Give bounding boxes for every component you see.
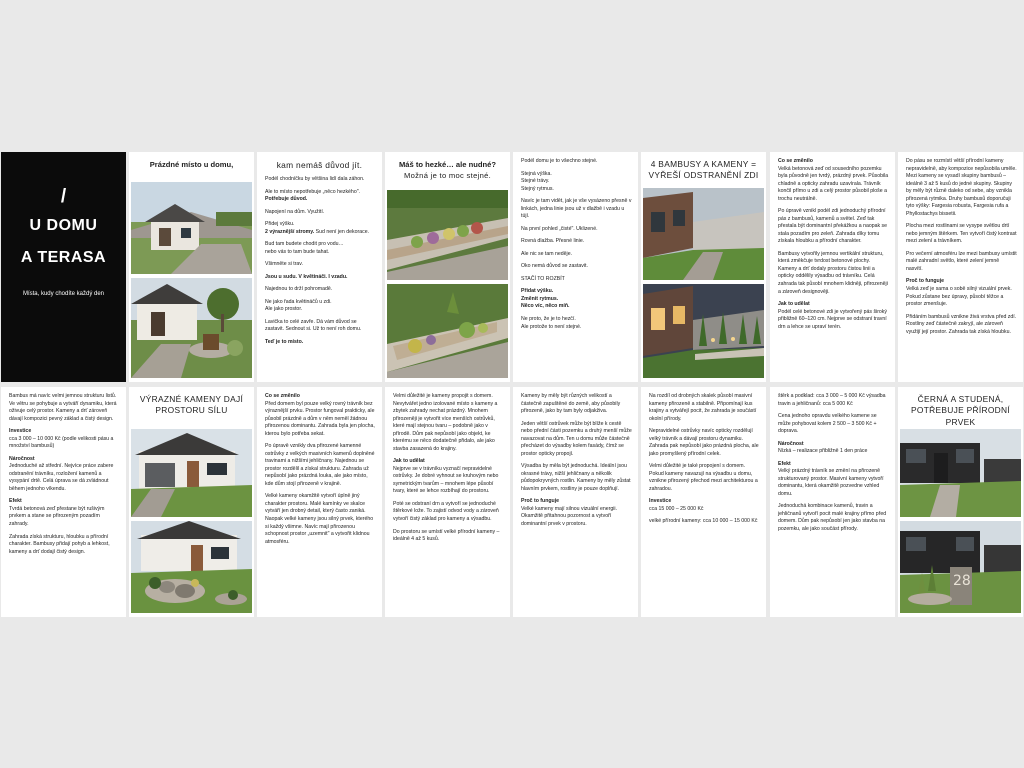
text-line: Oko nemá důvod se zastavit.: [521, 263, 588, 270]
paragraph: velké přírodní kameny: cca 10 000 – 15 000 Kč: [649, 518, 758, 525]
paragraph: Přidáním bambusů vznikne živá vrstva před zdí. Rostliny zeď částečně zakryjí, ale zároveň využijí její prostor. Zahrada tak získá hloubku.: [906, 313, 1017, 335]
paragraph: Podél celé betonové zdi je vytvořený pás široký přibližně 60–120 cm. Nejprve se odstraní travní drn a lehce se upraví terén.: [778, 308, 887, 330]
text-line-bold: Něco víc, něco míň.: [521, 303, 570, 310]
page-same: [513, 152, 638, 382]
text-line: Přidej výšku.: [265, 221, 295, 228]
page-bamboo-text-2: [898, 152, 1023, 382]
text-line-bold: Jsou u sudu. V květináči. I vzadu.: [265, 273, 348, 280]
text-line: Ne proto, že je to hezčí.: [521, 315, 576, 322]
text-line: Napojení na dům. Využití.: [265, 208, 325, 215]
page-title: Prázdné místo u domu,: [149, 160, 234, 169]
paragraph: štěrk a podklad: cca 3 000 – 5 000 Kč výsadba travin a jehličnanů: cca 5 000 Kč: [778, 393, 886, 407]
section-heading: Proč to funguje: [521, 498, 560, 505]
text-line: Ale jako prostor.: [265, 306, 303, 313]
page-text: [906, 158, 1017, 341]
paragraph: Na rozdíl od drobných skalek působí masivní kameny přirozeně a stabilně. Připomínají kus krajiny a vytvářejí pocit, že zahrada je součástí okolní přírody.: [649, 393, 757, 422]
paragraph: Před domem byl pouze velký rovný trávník bez výraznější prvku. Prostor fungoval prakticky, ale působil prázdně a dům v něm neměl žádnou přirozenou dominantu. Zahrada byla jen plocha, kterou bylo potřeba sekat.: [265, 400, 375, 437]
page-text: [521, 158, 632, 336]
photo-bed-after: [387, 284, 508, 378]
text-line: Bud tam budete chodit pro vodu…: [265, 241, 344, 248]
text-line: Stejné trávy.: [521, 178, 550, 185]
section-heading: Co se změnilo: [265, 393, 300, 399]
page-text: [649, 393, 760, 531]
paragraph: Velká betonová zeď od sousedního pozemku byla původně jen tvrdý, prázdný prvek. Působila chladně a opticky zahradu uzavírala. Trávník končil přímo u zdi a celý prostor působil ploše a trochu neutrálně.: [778, 165, 889, 202]
paragraph: Nízká – realizace přibližně 1 den práce: [778, 448, 868, 455]
text-line: Rovná dlažba. Přesné linie.: [521, 238, 585, 245]
paragraph: cca 15 000 – 25 000 Kč: [649, 505, 704, 512]
page-title: ČERNÁ A STUDENÁ, POTŘEBUJE PŘÍRODNÍ PRVEK: [911, 394, 1010, 427]
paragraph: Zahrada získá strukturu, hloubku a přírodní charakter. Bambusy přidají pohyb a lehkost, kameny a drť dodají čistý design.: [9, 533, 110, 555]
paragraph: cca 3 000 – 10 000 Kč (podle velikosti pásu a množství bambusů): [9, 435, 114, 450]
text-line: Na první pohled „čisté". Uklizené.: [521, 225, 598, 232]
house-number: 28: [953, 573, 971, 589]
page-black-title: [898, 387, 1023, 617]
page-title: 4 BAMBUSY A KAMENY = VYŘEŠÍ ODSTRANĚNÍ ZDI: [648, 159, 759, 181]
paragraph: Velký prázdný trávník se změní na přirozeně strukturovaný prostor. Masivní kameny vytvoří dominantu, která okamžitě pozvedne vzhled domu.: [778, 468, 884, 497]
paragraph: Plocha mezi rostlinami se vysype světlou drtí nebo jemným štěrkem. Ten vytvoří čistý kontrast mezi zelení a trávníkem.: [906, 223, 1017, 245]
text-line: Ale to místo nepotřebuje „něco hezkého".: [265, 188, 360, 195]
paragraph: Kameny by měly být různých velikostí a částečně zapuštěné do země, aby působily přirozeně, jako by tam byly odjakživa.: [521, 393, 621, 415]
paragraph: Velká zeď je sama o sobě silný vizuální prvek. Pokud zůstane bez úpravy, působí těžce a prostor zmenšuje.: [906, 285, 1012, 308]
section-heading: Proč to funguje: [906, 278, 945, 285]
text-line-bold: Změnit rytmus.: [521, 295, 559, 302]
cover-slash: /: [60, 186, 67, 207]
paragraph: Jeden větší ostrůvek může být blíže k cestě nebo přední části pozemku a druhý menší může navazovat na dům. Ten u domu může částečně přecházet do výsadby kolem fasády, čímž se prostor opticky propojí.: [521, 420, 632, 457]
page-stones-title: [129, 387, 254, 617]
photo-house-before: [131, 182, 252, 274]
paragraph: Do prostoru se umístí velké přírodní kameny – ideálně 4 až 5 kusů.: [393, 528, 500, 543]
page-text: [9, 393, 120, 561]
text-line: Ale nic se tam neděje.: [521, 250, 573, 257]
text-line-bold: 2 výraznější stromy.: [265, 228, 315, 235]
section-heading: Investice: [9, 428, 32, 435]
paragraph: Velké kameny okamžitě vytvoří úplně jiný charakter prostoru. Malé kamínky ve skalce vytváří jen drobný detail, který často zaniká. Naopak velké kameny jsou silný prvek, kterého si každý všimne. Navíc mají přirozenou schopnost prostor „uzemnit" a vytvořit klidnou atmosféru.: [265, 493, 374, 545]
page-stones-text-1: [257, 387, 382, 617]
page-boring: [385, 152, 510, 382]
text-line: Stejná výška.: [521, 170, 552, 177]
text-line-bold: Potřebuje důvod.: [265, 196, 308, 203]
text-line: STAČÍ TO ROZBÍT: [521, 275, 565, 282]
page-title: Možná je to moc stejné.: [403, 171, 492, 180]
paragraph: Cena jednoho opravdu velkého kamene se může pohybovat kolem 2 500 – 3 500 Kč + doprava.: [778, 413, 877, 435]
section-heading: Jak to udělat: [778, 301, 810, 308]
cover-subtitle: Místa, kudy chodíte každý den: [22, 291, 105, 297]
section-heading: Co se změnilo: [778, 158, 813, 164]
paragraph: Jednoduchá kombinace kamenů, travin a jehličnanů vytvoří pocit malé krajiny přímo před domem. Dům pak nepůsobí jen jako stavba na pozemku, ale jako součást přírody.: [778, 503, 887, 532]
page-stones-text-2: [385, 387, 510, 617]
paragraph: Tvrdá betonová zeď přestane být rušivým prvkem a stane se přirozeným pozadím zahrady.: [9, 505, 105, 527]
page-stones-text-5: [770, 387, 895, 617]
paragraph: Pro večerní atmosféru lze mezi bambusy umístit malé zahradní světlo, které zelení jemně nasvítí.: [906, 250, 1017, 272]
section-heading: Jak to udělat: [393, 458, 425, 465]
page-title: VÝRAZNÉ KAMENY DAJÍ PROSTORU SÍLU: [139, 394, 244, 416]
paragraph: Výsadba by měla být jednoduchá. Ideální jsou okrasné trávy, nižší jehličnany a několik půdopokryvných rostlin. Kameny by měly zůstat hlavním prvkem, rostliny je pouze doplňují.: [521, 463, 631, 492]
photo-lawn-after: [131, 521, 252, 613]
paragraph: Velmi důležité je také propojení s domem. Pokud kameny navazují na výsadbu u domu, vznikne přirozený přechod mezi architekturou a zahradou.: [649, 463, 758, 492]
page-title: kam nemáš důvod jít.: [276, 160, 363, 170]
page-bamboo-title: [641, 152, 766, 382]
page-stones-text-3: [513, 387, 638, 617]
text-line: Ale protože to není stejné.: [521, 323, 582, 330]
paragraph: Do pásu se rozmístí větší přírodní kameny nepravidelně, aby kompozice nepůsobila uměle. Mezi kameny se vysadí skupiny bambusů – ideálně 3 až 5 kusů do jedné skupiny. Skupiny by měly být různě daleko od sebe, aby vznikla přirozená rytmika. Druhy bambusů doporučuji tyto výšky: Fargesia robusta, Fargesia rufa a Phyllostachys bissetii.: [906, 158, 1017, 217]
page-bamboo-text-1: [770, 152, 895, 382]
text-line: Lavička to celé zavře. Dá vám důvod se zastavit. Sednout si. Už to není roh domu.: [265, 318, 362, 333]
page-bamboo-text-3: [1, 387, 126, 617]
page-text: [521, 393, 632, 534]
page-text: [778, 158, 889, 336]
section-heading: Investice: [649, 498, 672, 505]
text-line: Navíc je tam vidět, jak je vše vysázeno přesně v linkách, jedna linie jsou už v dlažbě i vzadu u tújí.: [521, 198, 632, 220]
text-line: Všimněte si trav.: [265, 261, 303, 268]
section-heading: Efekt: [9, 498, 22, 505]
cover-title-line1: U DOMU: [29, 217, 98, 234]
paragraph: Bambus má navíc velmi jemnou strukturu listů. Ve větru se pohybuje a vytváří dynamiku, která oživuje celý prostor. Kameny a drť zároveň dávají kompozici pevný základ a čistý design.: [9, 393, 117, 422]
text-line: Najednou to drží pohromadě.: [265, 286, 333, 293]
section-heading: Efekt: [778, 460, 791, 467]
text-line: Sud není jen dekorace.: [315, 228, 370, 235]
page-title-bold: Máš to hezké… ale nudné?: [398, 160, 497, 169]
photo-black-house-before: [900, 429, 1021, 517]
paragraph: Nepravidelné ostrůvky navíc opticky rozdělují velký trávník a dávají prostoru dynamiku. Zahrada pak nepůsobí jako prázdná plocha, ale jako promyšlený přírodní celek.: [649, 428, 759, 457]
page-text: [265, 393, 376, 551]
text-line: nebo vás to tam bude tahat.: [265, 248, 330, 255]
page-text: [265, 176, 376, 352]
paragraph: Po úpravě vznikl podél zdi jednoduchý přírodní pás z bambusů, kamenů a světel. Zeď tak přestala být dominantní překážkou a naopak se stala pozadím pro zeleň. Zahrada díky tomu získala hloubku a přírodní charakter.: [778, 208, 888, 245]
photo-wall-after: [643, 284, 764, 378]
paragraph: Velmi důležité je kameny propojit s domem. Nevytvářet jedno izolované místo s kameny a zbytek zahrady nechat prázdný. Mnohem přirozeněji je vytvořit více menších ostrůvků, které mají stejnou tvaru – podobně jako v přírodě. Dům pak nepůsobí jako objekt, ke kterému se něco dodatečně přidalo, ale jako stavba zasazená do krajiny.: [393, 393, 498, 452]
text-line-bold: Přidat výšku.: [521, 288, 554, 295]
text-line-bold: Teď je to místo.: [265, 338, 304, 345]
photo-lawn-before: [131, 429, 252, 517]
photo-wall-before: [643, 188, 764, 280]
photo-bed-before: [387, 190, 508, 280]
text-line: Podél domu je to všechno stejné.: [521, 158, 598, 164]
page-stones-text-4: [641, 387, 766, 617]
page-text: [393, 393, 504, 549]
page-empty-place: [129, 152, 254, 382]
paragraph: Nejprve se v trávníku vyznačí nepravidelné ostrůvky. Je dobré vyhnout se kruhovým nebo symetrickým tvarům – mnohem lépe působí tvary, které se lehce rozbíhají do prostoru.: [393, 465, 499, 495]
photo-black-house-after: [900, 521, 1021, 613]
cover-title-line2: A TERASA: [20, 249, 107, 266]
section-heading: Náročnost: [9, 455, 35, 462]
paragraph: Velké kameny mají silnou vizuální energii. Okamžitě přitahnou pozornost a vytvoří dominantní prvek v prostoru.: [521, 505, 618, 527]
paragraph: Poté se odstraní drn a vytvoří se jednoduché štěrkové lože. To zajistí odvod vody a zároveň vytvoří čistý základ pro kameny a výsadbu.: [393, 500, 499, 522]
paragraph: Po úpravě vznikly dva přirozené kamenné ostrůvky z velkých masivních kamenů doplněné travinami a nižšími jehličnany. Najednou se prostor rozdělil a získal strukturu. Zahrada už nepůsobí jako prázdná louka, ale jako místo, kde dům stojí přirozeně v krajině.: [265, 443, 375, 487]
text-line: Ne jako řada květináčů u zdi.: [265, 298, 332, 305]
paragraph: Bambusy vytvořily jemnou vertikální strukturu, která změkčuje tvrdost betonové plochy. Kameny a drť dodaly prostoru čistou linii a opticky oddělily výsadbu od trávníku. Celá zahrada tak působí mnohem klidněji, přirozeněji a zároveň designověji.: [778, 250, 888, 295]
text-line: Podél chodníčku by většina lidí dala záhon.: [265, 176, 365, 182]
page-no-reason: [257, 152, 382, 382]
text-line: Stejný rytmus.: [521, 185, 554, 192]
paragraph: Jednoduché až střední. Nejvíce práce zabere odstranění trávníku, rozložení kamenů a vysypání drtě. Celá úprava se dá zvládnout během jednoho víkendu.: [9, 463, 114, 492]
section-heading: Náročnost: [778, 440, 804, 447]
page-text: [778, 393, 889, 539]
photo-house-after: [131, 278, 252, 378]
page-cover: [1, 152, 126, 382]
